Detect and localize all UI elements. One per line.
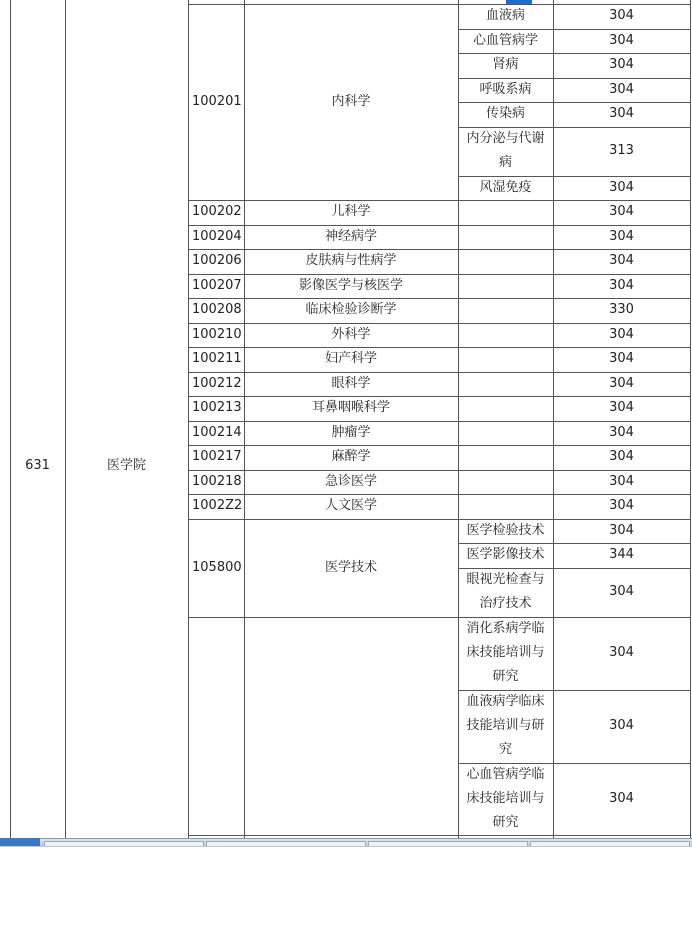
sub-direction — [458, 323, 553, 348]
row-border — [188, 200, 459, 201]
major-code: 1002Z2 — [192, 498, 243, 514]
major-code: 100208 — [192, 302, 242, 318]
major-code: 100217 — [192, 449, 242, 465]
major-code: 100218 — [192, 473, 242, 489]
min-score: 304 — [609, 645, 634, 660]
min-score: 304 — [609, 375, 634, 391]
min-score: 304 — [609, 351, 634, 367]
min-score: 304 — [609, 253, 634, 269]
major-code: 100206 — [192, 253, 242, 269]
taskbar-start-edge[interactable] — [0, 838, 40, 846]
row-border — [188, 249, 459, 250]
min-score: 304 — [609, 326, 634, 342]
major-code: 100204 — [192, 228, 242, 244]
min-score: 304 — [609, 424, 634, 440]
min-score: 330 — [609, 302, 634, 318]
major-code: 100211 — [192, 351, 242, 367]
row-border — [188, 372, 459, 373]
row-border — [188, 347, 459, 348]
row-border — [188, 617, 459, 618]
sub-direction: 血液病 — [485, 8, 525, 24]
min-score: 304 — [609, 277, 634, 293]
major-name — [244, 617, 458, 835]
major-name: 皮肤病与性病学 — [305, 253, 397, 269]
sub-direction: 心血管病学临床技能培训与研究 — [466, 766, 545, 830]
taskbar-tab[interactable] — [206, 841, 366, 846]
row-border — [188, 4, 459, 5]
row-border — [188, 470, 459, 471]
major-code — [188, 617, 244, 835]
min-score: 304 — [609, 718, 634, 733]
min-score: 304 — [609, 790, 634, 806]
taskbar-tab[interactable] — [44, 841, 204, 846]
sub-direction — [458, 274, 553, 299]
major-name: 眼科学 — [331, 375, 371, 391]
row-border — [188, 494, 459, 495]
min-score: 304 — [609, 228, 634, 244]
taskbar-tab[interactable] — [368, 841, 528, 846]
major-name: 麻醉学 — [331, 449, 371, 465]
major-code: 100214 — [192, 424, 242, 440]
min-score: 304 — [609, 498, 634, 514]
sub-direction: 消化系病学临床技能培训与研究 — [466, 621, 545, 684]
sub-direction — [458, 470, 553, 495]
major-name: 内科学 — [331, 94, 371, 109]
major-name: 妇产科学 — [324, 351, 377, 367]
row-border — [188, 323, 459, 324]
sub-direction: 呼吸系病 — [479, 81, 532, 97]
sub-direction — [458, 200, 553, 225]
min-score: 304 — [609, 449, 634, 465]
min-score: 304 — [609, 57, 634, 73]
major-name: 临床检验诊断学 — [305, 302, 397, 318]
major-name: 肿瘤学 — [331, 424, 371, 440]
major-code: 100213 — [192, 400, 242, 416]
min-score: 304 — [609, 179, 634, 195]
min-score: 304 — [609, 32, 634, 48]
min-score: 304 — [609, 106, 634, 122]
major-code: 105800 — [192, 559, 242, 575]
sub-direction — [458, 445, 553, 470]
sub-direction — [458, 421, 553, 446]
row-border — [188, 298, 459, 299]
major-name: 人文医学 — [324, 498, 377, 514]
college-name: 医学院 — [106, 458, 146, 473]
major-name: 耳鼻咽喉科学 — [311, 400, 390, 416]
major-code: 100207 — [192, 277, 242, 293]
sub-direction — [458, 396, 553, 421]
row-border — [188, 835, 691, 836]
college-code: 631 — [25, 458, 50, 473]
min-score: 304 — [609, 8, 634, 24]
major-name: 影像医学与核医学 — [298, 277, 403, 293]
row-border — [188, 396, 459, 397]
major-code: 100201 — [192, 94, 242, 109]
scroll-position-marker — [506, 0, 532, 4]
min-score: 304 — [609, 473, 634, 489]
sub-direction: 眼视光检查与治疗技术 — [466, 572, 545, 611]
major-name: 医学技术 — [324, 559, 377, 575]
sub-direction — [458, 372, 553, 397]
major-name: 儿科学 — [331, 204, 371, 220]
major-name: 外科学 — [331, 326, 371, 342]
row-border — [188, 519, 459, 520]
major-code: 100210 — [192, 326, 242, 342]
sub-direction — [458, 225, 553, 250]
sub-direction: 血液病学临床技能培训与研究 — [466, 694, 545, 757]
row-border — [188, 274, 459, 275]
major-code: 100202 — [192, 204, 242, 220]
row-border — [188, 421, 459, 422]
min-score: 313 — [609, 143, 634, 158]
sub-direction: 肾病 — [492, 57, 519, 73]
sub-direction — [458, 347, 553, 372]
sub-direction: 心血管病学 — [472, 32, 538, 48]
sub-direction: 传染病 — [485, 106, 525, 122]
sub-direction: 风湿免疫 — [479, 179, 532, 195]
min-score: 304 — [609, 400, 634, 416]
min-score: 304 — [609, 81, 634, 97]
row-border — [188, 445, 459, 446]
major-name: 急诊医学 — [324, 473, 377, 489]
major-code: 100212 — [192, 375, 242, 391]
min-score: 304 — [609, 204, 634, 220]
min-score: 344 — [609, 547, 634, 563]
taskbar-tab[interactable] — [530, 841, 690, 846]
sub-direction — [458, 494, 553, 519]
sub-direction: 医学影像技术 — [466, 547, 545, 563]
sub-direction — [458, 298, 553, 323]
row-border — [188, 225, 459, 226]
sub-direction: 医学检验技术 — [466, 522, 545, 538]
sub-direction — [458, 249, 553, 274]
major-name: 神经病学 — [324, 228, 377, 244]
min-score: 304 — [609, 522, 634, 538]
sub-direction: 内分泌与代谢病 — [466, 131, 545, 170]
min-score: 304 — [609, 584, 634, 599]
